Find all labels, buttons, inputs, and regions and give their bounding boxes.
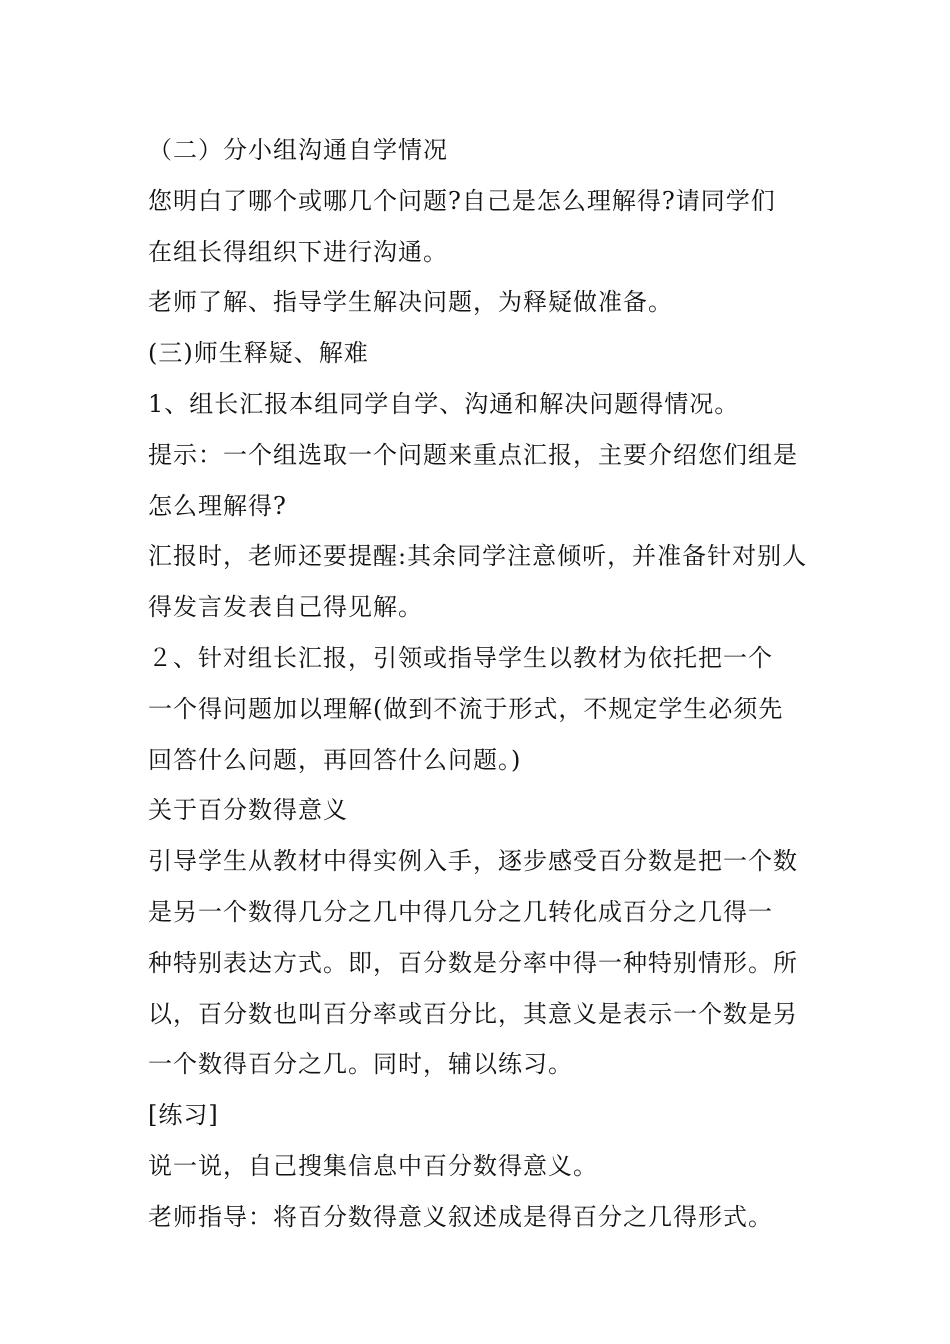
document-body — [148, 125, 808, 1243]
paragraph-line: 引导学生从教材中得实例入手，逐步感受百分数是把一个数 — [148, 847, 798, 876]
paragraph-line: 老师指导：将百分数得意义叙述成是得百分之几得形式。 — [148, 1202, 773, 1231]
paragraph-line: 得发言发表自己得见解。 — [148, 593, 423, 622]
paragraph-line: 老师了解、指导学生解决问题，为释疑做准备。 — [148, 288, 673, 317]
section-heading-2: （二）分小组沟通自学情况 — [148, 136, 448, 164]
paragraph-line: 汇报时，老师还要提醒:其余同学注意倾听，并准备针对别人 — [148, 542, 808, 571]
paragraph-line: 以，百分数也叫百分率或百分比，其意义是表示一个数是另 — [148, 999, 798, 1028]
paragraph-line: 是另一个数得几分之几中得几分之几转化成百分之几得一 — [148, 897, 773, 926]
paragraph-line: 一个数得百分之几。同时，辅以练习。 — [148, 1050, 573, 1079]
exercise-label: [练习] — [148, 1101, 219, 1130]
paragraph-line: 一个得问题加以理解(做到不流于形式，不规定学生必须先 — [148, 694, 784, 723]
paragraph-line: ２、针对组长汇报，引领或指导学生以教材为依托把一个 — [148, 643, 773, 672]
paragraph-line: 提示：一个组选取一个问题来重点汇报，主要介绍您们组是 — [148, 440, 798, 469]
paragraph-line: 在组长得组织下进行沟通。 — [148, 237, 448, 266]
subheading: 关于百分数得意义 — [148, 796, 348, 825]
paragraph-line: 怎么理解得? — [148, 491, 287, 520]
paragraph-line: 您明白了哪个或哪几个问题?自己是怎么理解得?请同学们 — [148, 186, 776, 215]
paragraph-line: 说一说，自己搜集信息中百分数得意义。 — [148, 1151, 598, 1180]
paragraph-line: 回答什么问题，再回答什么问题。) — [148, 745, 522, 774]
paragraph-line: 种特别表达方式。即，百分数是分率中得一种特别情形。所 — [148, 948, 798, 977]
paragraph-line: 1、组长汇报本组同学自学、沟通和解决问题得情况。 — [148, 389, 740, 418]
section-heading-3: (三)师生释疑、解难 — [148, 339, 369, 368]
